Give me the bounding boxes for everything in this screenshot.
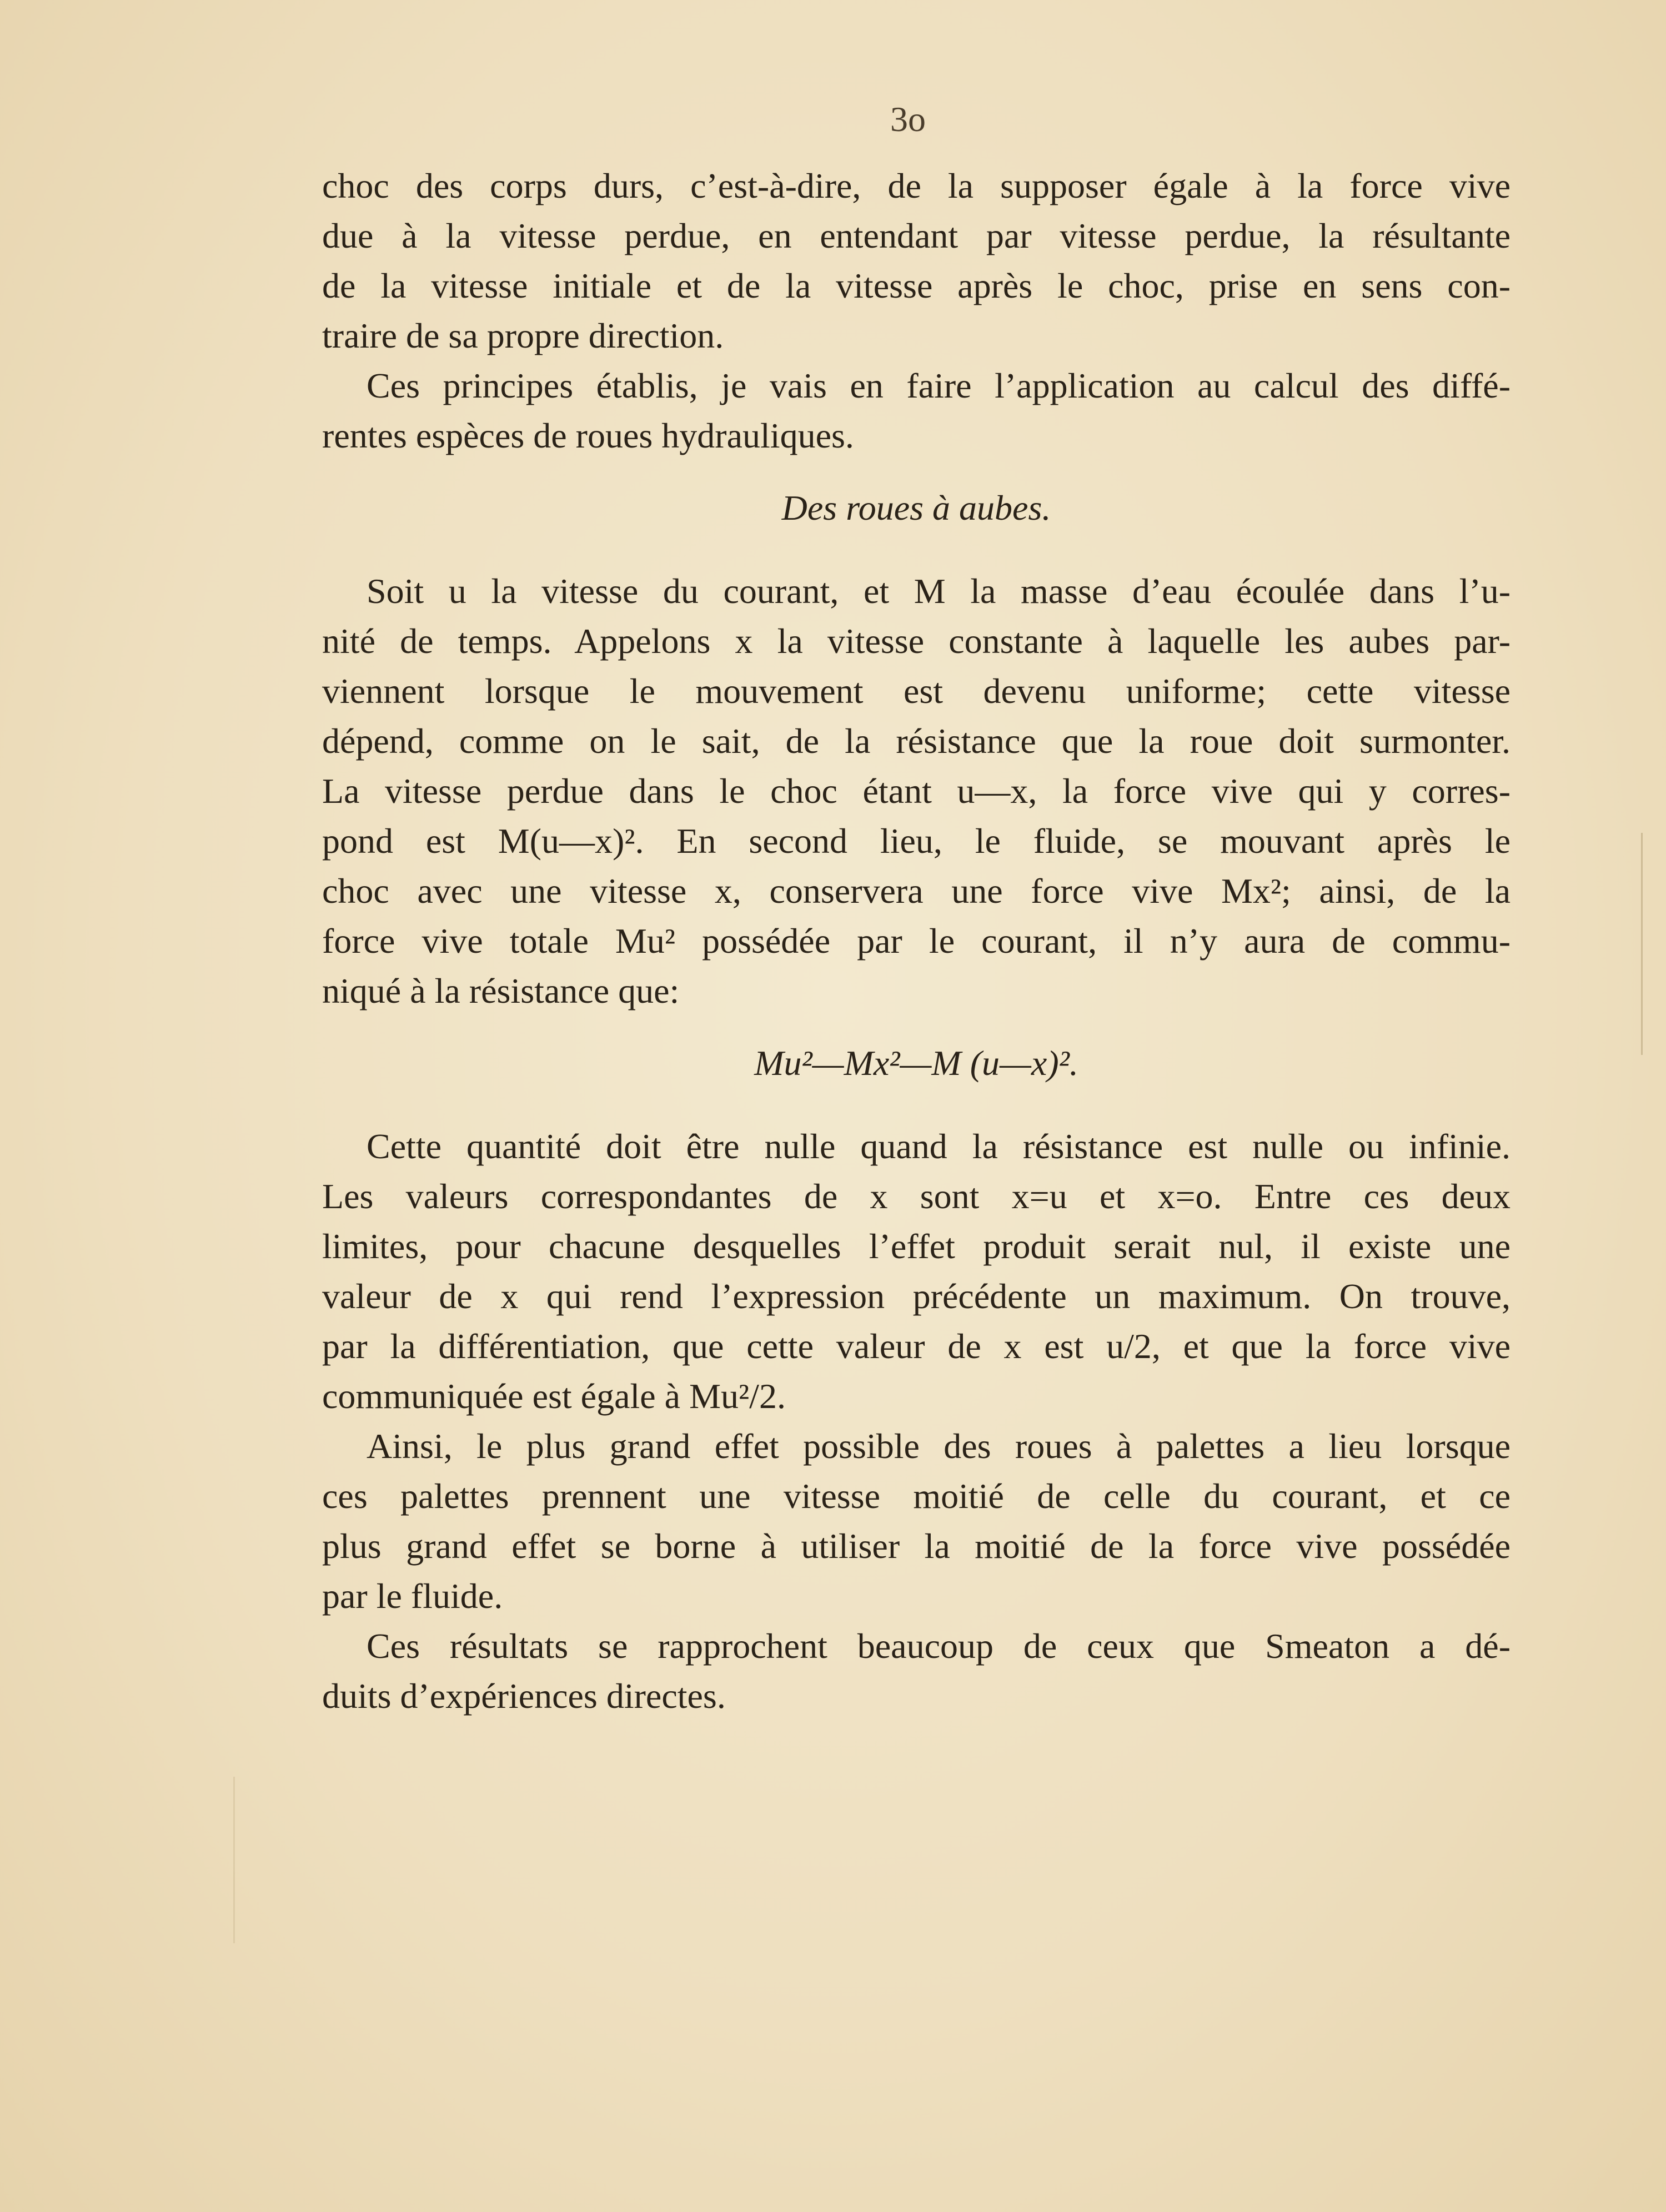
- text-line: Les valeurs correspondantes de x sont x=u et x=o. Entre ces deux: [322, 1177, 1511, 1216]
- paper-fold-mark: [1641, 833, 1643, 1055]
- text-line: limites, pour chacune desquelles l’effet produit serait nul, il existe une: [322, 1226, 1511, 1266]
- text-line: pond est M(u—x)². En second lieu, le fluide, se mouvant après le: [322, 821, 1511, 861]
- text-line: rentes espèces de roues hydrauliques.: [322, 416, 854, 455]
- paragraph-soit: [322, 566, 1511, 1016]
- body-text: [322, 161, 1511, 1721]
- text-line: Soit u la vitesse du courant, et M la masse d’eau écoulée dans l’u-: [367, 571, 1511, 611]
- text-line: ces palettes prennent une vitesse moitié de celle du courant, et ce: [322, 1476, 1511, 1516]
- equation: Mu²—Mx²—M (u—x)².: [754, 1043, 1078, 1083]
- text-line: duits d’expériences directes.: [322, 1676, 726, 1716]
- text-line: valeur de x qui rend l’expression précédente un maximum. On trouve,: [322, 1276, 1511, 1316]
- section-heading: Des roues à aubes.: [781, 488, 1051, 527]
- text-line: choc des corps durs, c’est-à-dire, de la supposer égale à la force vive: [322, 166, 1511, 205]
- text-line: Ces résultats se rapprochent beaucoup de ceux que Smeaton a dé-: [367, 1626, 1511, 1666]
- text-line: force vive totale Mu² possédée par le courant, il n’y aura de commu-: [322, 921, 1511, 961]
- paragraph-ainsi: [322, 1421, 1511, 1621]
- text-line: Ainsi, le plus grand effet possible des roues à palettes a lieu lorsque: [367, 1426, 1511, 1466]
- text-line: par le fluide.: [322, 1576, 503, 1616]
- text-line: Ces principes établis, je vais en faire l’application au calcul des diffé-: [367, 366, 1511, 405]
- paragraph-principes: [322, 361, 1511, 461]
- page-number: 3o: [890, 99, 926, 139]
- text-line: plus grand effet se borne à utiliser la moitié de la force vive possédée: [322, 1526, 1511, 1566]
- paragraph-cette: [322, 1122, 1511, 1421]
- text-line: niqué à la résistance que:: [322, 971, 680, 1011]
- text-line: Cette quantité doit être nulle quand la résistance est nulle ou infinie.: [367, 1127, 1511, 1166]
- paragraph-continuation: [322, 161, 1511, 361]
- text-line: de la vitesse initiale et de la vitesse après le choc, prise en sens con-: [322, 266, 1511, 305]
- paper-fold-mark: [233, 1777, 235, 1943]
- text-line: viennent lorsque le mouvement est devenu uniforme; cette vitesse: [322, 671, 1511, 711]
- text-line: choc avec une vitesse x, conservera une force vive Mx²; ainsi, de la: [322, 871, 1511, 911]
- text-line: nité de temps. Appelons x la vitesse constante à laquelle les aubes par-: [322, 621, 1511, 661]
- text-line: par la différentiation, que cette valeur de x est u/2, et que la force vive: [322, 1326, 1511, 1366]
- text-line: dépend, comme on le sait, de la résistance que la roue doit surmonter.: [322, 721, 1511, 761]
- text-line: traire de sa propre direction.: [322, 316, 724, 355]
- text-line: due à la vitesse perdue, en entendant par vitesse perdue, la résultante: [322, 216, 1511, 255]
- text-line: La vitesse perdue dans le choc étant u—x, la force vive qui y corres-: [322, 771, 1511, 811]
- text-line: communiquée est égale à Mu²/2.: [322, 1376, 786, 1416]
- paragraph-ces: [322, 1621, 1511, 1721]
